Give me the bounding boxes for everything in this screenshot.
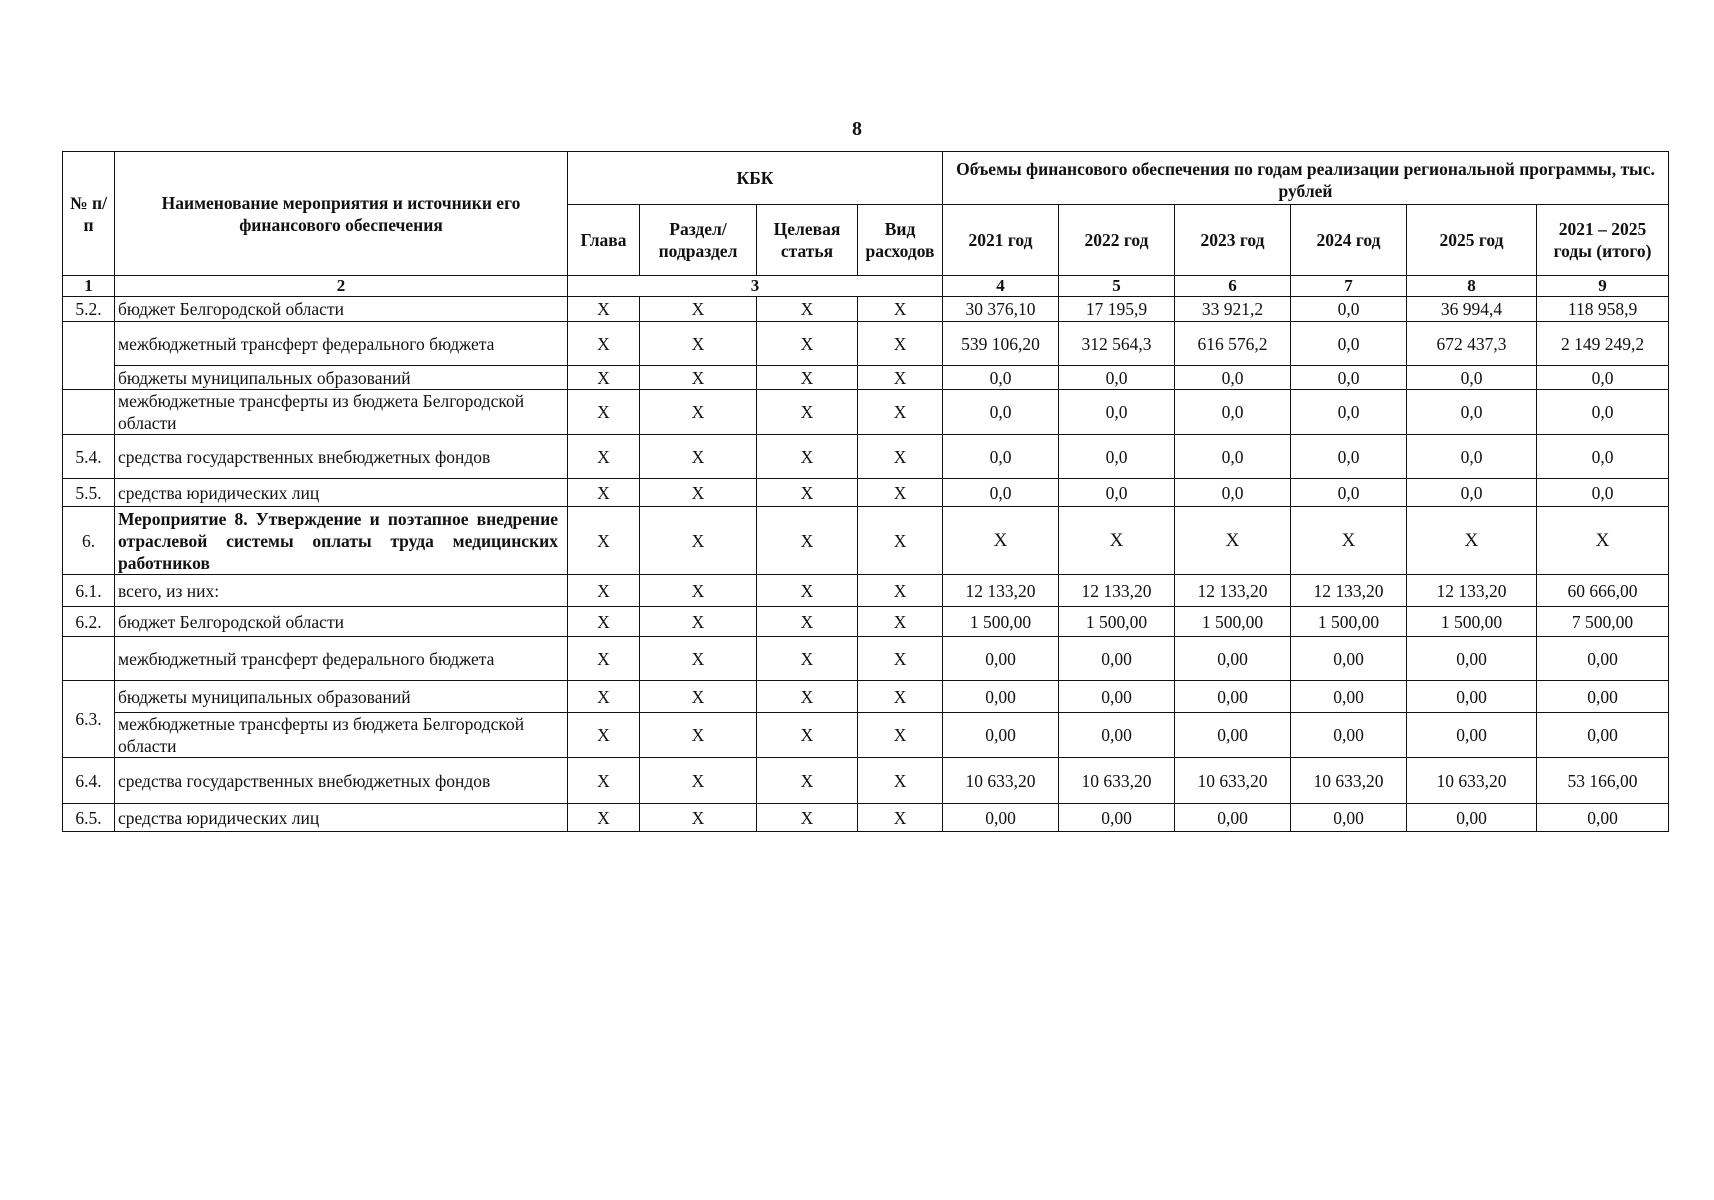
value-cell: 0,0: [1059, 366, 1175, 390]
header-no: № п/п: [63, 152, 115, 276]
page-number: 8: [852, 118, 862, 140]
value-cell: 1 500,00: [1175, 607, 1291, 637]
value-cell: 0,00: [1059, 681, 1175, 713]
kbk-cell: X: [568, 637, 640, 681]
value-cell: 1 500,00: [943, 607, 1059, 637]
value-cell: 0,00: [1291, 637, 1407, 681]
row-number: [63, 390, 115, 435]
kbk-cell: X: [640, 713, 757, 758]
kbk-cell: X: [858, 804, 943, 832]
value-cell: 0,0: [1175, 366, 1291, 390]
value-cell: 0,0: [1407, 479, 1537, 507]
value-cell: 0,0: [1537, 435, 1669, 479]
kbk-cell: X: [640, 322, 757, 366]
value-cell: X: [1537, 507, 1669, 575]
value-cell: 33 921,2: [1175, 297, 1291, 322]
value-cell: 0,0: [943, 435, 1059, 479]
value-cell: 0,00: [1537, 637, 1669, 681]
value-cell: 0,0: [1407, 435, 1537, 479]
value-cell: 0,0: [1291, 366, 1407, 390]
kbk-cell: X: [640, 758, 757, 804]
row-name: средства юридических лиц: [115, 804, 568, 832]
kbk-cell: X: [858, 507, 943, 575]
row-number: [63, 322, 115, 390]
value-cell: 0,00: [1059, 804, 1175, 832]
row-name: средства государственных внебюджетных фондов: [115, 435, 568, 479]
kbk-cell: X: [568, 607, 640, 637]
column-number: 7: [1291, 276, 1407, 297]
value-cell: 539 106,20: [943, 322, 1059, 366]
kbk-cell: X: [757, 390, 858, 435]
row-name: межбюджетный трансферт федерального бюджета: [115, 637, 568, 681]
header-year-2025: 2025 год: [1407, 205, 1537, 276]
kbk-cell: X: [858, 637, 943, 681]
kbk-cell: X: [858, 607, 943, 637]
column-number: 3: [568, 276, 943, 297]
value-cell: 12 133,20: [1407, 575, 1537, 607]
table-row: [63, 297, 1669, 322]
value-cell: 0,00: [943, 713, 1059, 758]
row-name: всего, из них:: [115, 575, 568, 607]
header-year-total: 2021 – 2025 годы (итого): [1537, 205, 1669, 276]
kbk-cell: X: [640, 681, 757, 713]
value-cell: 12 133,20: [1291, 575, 1407, 607]
kbk-cell: X: [640, 507, 757, 575]
row-number: 6.5.: [63, 804, 115, 832]
value-cell: 0,0: [943, 479, 1059, 507]
value-cell: 0,0: [1537, 479, 1669, 507]
value-cell: 0,00: [1291, 804, 1407, 832]
value-cell: 12 133,20: [943, 575, 1059, 607]
row-number: 6.4.: [63, 758, 115, 804]
value-cell: 10 633,20: [1059, 758, 1175, 804]
kbk-cell: X: [858, 713, 943, 758]
column-number: 5: [1059, 276, 1175, 297]
kbk-cell: X: [757, 507, 858, 575]
kbk-cell: X: [568, 322, 640, 366]
value-cell: 7 500,00: [1537, 607, 1669, 637]
row-number: [63, 637, 115, 681]
row-number: 6.3.: [63, 681, 115, 758]
row-name: бюджет Белгородской области: [115, 297, 568, 322]
kbk-cell: X: [858, 479, 943, 507]
value-cell: 0,0: [1291, 390, 1407, 435]
table-row: [63, 366, 1669, 390]
row-number: 5.5.: [63, 479, 115, 507]
value-cell: 0,0: [1291, 297, 1407, 322]
table-row: [63, 713, 1669, 758]
value-cell: 0,00: [1175, 713, 1291, 758]
value-cell: 0,0: [1175, 479, 1291, 507]
header-name: Наименование мероприятия и источники его финансового обеспечения: [115, 152, 568, 276]
kbk-cell: X: [757, 607, 858, 637]
value-cell: 0,0: [1291, 435, 1407, 479]
value-cell: 0,0: [943, 366, 1059, 390]
kbk-cell: X: [568, 297, 640, 322]
value-cell: 0,00: [1291, 681, 1407, 713]
value-cell: X: [1407, 507, 1537, 575]
value-cell: 312 564,3: [1059, 322, 1175, 366]
value-cell: 0,0: [943, 390, 1059, 435]
row-name: межбюджетный трансферт федерального бюджета: [115, 322, 568, 366]
table-body: [63, 297, 1669, 832]
value-cell: 0,00: [1175, 804, 1291, 832]
table-row: [63, 575, 1669, 607]
kbk-cell: X: [568, 804, 640, 832]
header-year-2021: 2021 год: [943, 205, 1059, 276]
value-cell: 1 500,00: [1291, 607, 1407, 637]
value-cell: 0,0: [1407, 366, 1537, 390]
value-cell: 10 633,20: [943, 758, 1059, 804]
value-cell: 0,00: [943, 681, 1059, 713]
kbk-cell: X: [640, 804, 757, 832]
kbk-cell: X: [568, 713, 640, 758]
value-cell: X: [943, 507, 1059, 575]
kbk-cell: X: [568, 390, 640, 435]
kbk-cell: X: [858, 322, 943, 366]
kbk-cell: X: [568, 435, 640, 479]
header-year-2024: 2024 год: [1291, 205, 1407, 276]
kbk-cell: X: [757, 681, 858, 713]
kbk-cell: X: [858, 435, 943, 479]
value-cell: 10 633,20: [1175, 758, 1291, 804]
value-cell: 0,00: [1537, 713, 1669, 758]
kbk-cell: X: [757, 297, 858, 322]
column-number: 1: [63, 276, 115, 297]
header-kbk-section: Раздел/ подраздел: [640, 205, 757, 276]
kbk-cell: X: [858, 681, 943, 713]
kbk-cell: X: [568, 366, 640, 390]
kbk-cell: X: [757, 479, 858, 507]
value-cell: 0,0: [1291, 479, 1407, 507]
kbk-cell: X: [757, 637, 858, 681]
row-name: Мероприятие 8. Утверждение и поэтапное внедрение отраслевой системы оплаты труда медицинских работников: [115, 507, 568, 575]
header-kbk-chapter: Глава: [568, 205, 640, 276]
header-kbk: КБК: [568, 152, 943, 205]
column-number: 2: [115, 276, 568, 297]
kbk-cell: X: [858, 390, 943, 435]
kbk-cell: X: [640, 435, 757, 479]
table-row: [63, 322, 1669, 366]
value-cell: 0,0: [1537, 366, 1669, 390]
row-name: средства юридических лиц: [115, 479, 568, 507]
kbk-cell: X: [757, 758, 858, 804]
column-number: 6: [1175, 276, 1291, 297]
kbk-cell: X: [757, 322, 858, 366]
kbk-cell: X: [568, 681, 640, 713]
value-cell: 17 195,9: [1059, 297, 1175, 322]
kbk-cell: X: [640, 390, 757, 435]
kbk-cell: X: [568, 507, 640, 575]
value-cell: 12 133,20: [1059, 575, 1175, 607]
value-cell: 616 576,2: [1175, 322, 1291, 366]
kbk-cell: X: [640, 297, 757, 322]
kbk-cell: X: [858, 366, 943, 390]
value-cell: 53 166,00: [1537, 758, 1669, 804]
value-cell: 10 633,20: [1407, 758, 1537, 804]
row-name: бюджет Белгородской области: [115, 607, 568, 637]
kbk-cell: X: [568, 758, 640, 804]
row-name: бюджеты муниципальных образований: [115, 366, 568, 390]
column-number: 4: [943, 276, 1059, 297]
row-number: 6.1.: [63, 575, 115, 607]
value-cell: 0,00: [943, 804, 1059, 832]
value-cell: 0,0: [1175, 435, 1291, 479]
kbk-cell: X: [858, 575, 943, 607]
value-cell: 10 633,20: [1291, 758, 1407, 804]
table-row: [63, 681, 1669, 713]
value-cell: 672 437,3: [1407, 322, 1537, 366]
value-cell: X: [1175, 507, 1291, 575]
row-number: 5.2.: [63, 297, 115, 322]
kbk-cell: X: [640, 575, 757, 607]
value-cell: 0,00: [1175, 681, 1291, 713]
kbk-cell: X: [640, 479, 757, 507]
value-cell: 0,0: [1059, 390, 1175, 435]
value-cell: 0,0: [1059, 479, 1175, 507]
value-cell: 0,00: [1407, 804, 1537, 832]
table-row: [63, 479, 1669, 507]
value-cell: 0,00: [1059, 713, 1175, 758]
value-cell: 1 500,00: [1407, 607, 1537, 637]
value-cell: X: [1059, 507, 1175, 575]
header-year-2023: 2023 год: [1175, 205, 1291, 276]
table-row: [63, 507, 1669, 575]
table-row: [63, 758, 1669, 804]
value-cell: 0,0: [1407, 390, 1537, 435]
kbk-cell: X: [757, 366, 858, 390]
value-cell: 2 149 249,2: [1537, 322, 1669, 366]
value-cell: 30 376,10: [943, 297, 1059, 322]
value-cell: 0,00: [1537, 804, 1669, 832]
row-number: 6.2.: [63, 607, 115, 637]
financing-table: [62, 151, 1669, 832]
header-kbk-expense-type: Вид расходов: [858, 205, 943, 276]
value-cell: 0,00: [1537, 681, 1669, 713]
value-cell: 0,0: [1175, 390, 1291, 435]
kbk-cell: X: [757, 804, 858, 832]
row-number: 5.4.: [63, 435, 115, 479]
table-row: [63, 435, 1669, 479]
kbk-cell: X: [858, 758, 943, 804]
row-name: средства государственных внебюджетных фондов: [115, 758, 568, 804]
value-cell: 0,0: [1537, 390, 1669, 435]
kbk-cell: X: [858, 297, 943, 322]
table-row: [63, 607, 1669, 637]
table-row: [63, 637, 1669, 681]
row-name: межбюджетные трансферты из бюджета Белгородской области: [115, 390, 568, 435]
value-cell: 36 994,4: [1407, 297, 1537, 322]
table-row: [63, 804, 1669, 832]
value-cell: 1 500,00: [1059, 607, 1175, 637]
kbk-cell: X: [757, 713, 858, 758]
header-volumes: Объемы финансового обеспечения по годам реализации региональной программы, тыс. рублей: [943, 152, 1669, 205]
kbk-cell: X: [640, 607, 757, 637]
kbk-cell: X: [757, 435, 858, 479]
kbk-cell: X: [568, 575, 640, 607]
value-cell: 0,00: [1059, 637, 1175, 681]
column-number: 9: [1537, 276, 1669, 297]
value-cell: 60 666,00: [1537, 575, 1669, 607]
value-cell: 0,00: [1407, 637, 1537, 681]
kbk-cell: X: [640, 366, 757, 390]
kbk-cell: X: [640, 637, 757, 681]
row-name: бюджеты муниципальных образований: [115, 681, 568, 713]
table-row: [63, 390, 1669, 435]
value-cell: X: [1291, 507, 1407, 575]
column-number-row: [63, 276, 1669, 297]
row-name: межбюджетные трансферты из бюджета Белгородской области: [115, 713, 568, 758]
value-cell: 0,00: [1291, 713, 1407, 758]
value-cell: 0,00: [1407, 681, 1537, 713]
value-cell: 118 958,9: [1537, 297, 1669, 322]
value-cell: 0,0: [1059, 435, 1175, 479]
kbk-cell: X: [568, 479, 640, 507]
value-cell: 0,00: [1175, 637, 1291, 681]
value-cell: 0,0: [1291, 322, 1407, 366]
header-year-2022: 2022 год: [1059, 205, 1175, 276]
column-number: 8: [1407, 276, 1537, 297]
value-cell: 0,00: [943, 637, 1059, 681]
row-number: 6.: [63, 507, 115, 575]
header-kbk-target: Целевая статья: [757, 205, 858, 276]
kbk-cell: X: [757, 575, 858, 607]
value-cell: 0,00: [1407, 713, 1537, 758]
value-cell: 12 133,20: [1175, 575, 1291, 607]
header-row-top: [63, 152, 1669, 205]
